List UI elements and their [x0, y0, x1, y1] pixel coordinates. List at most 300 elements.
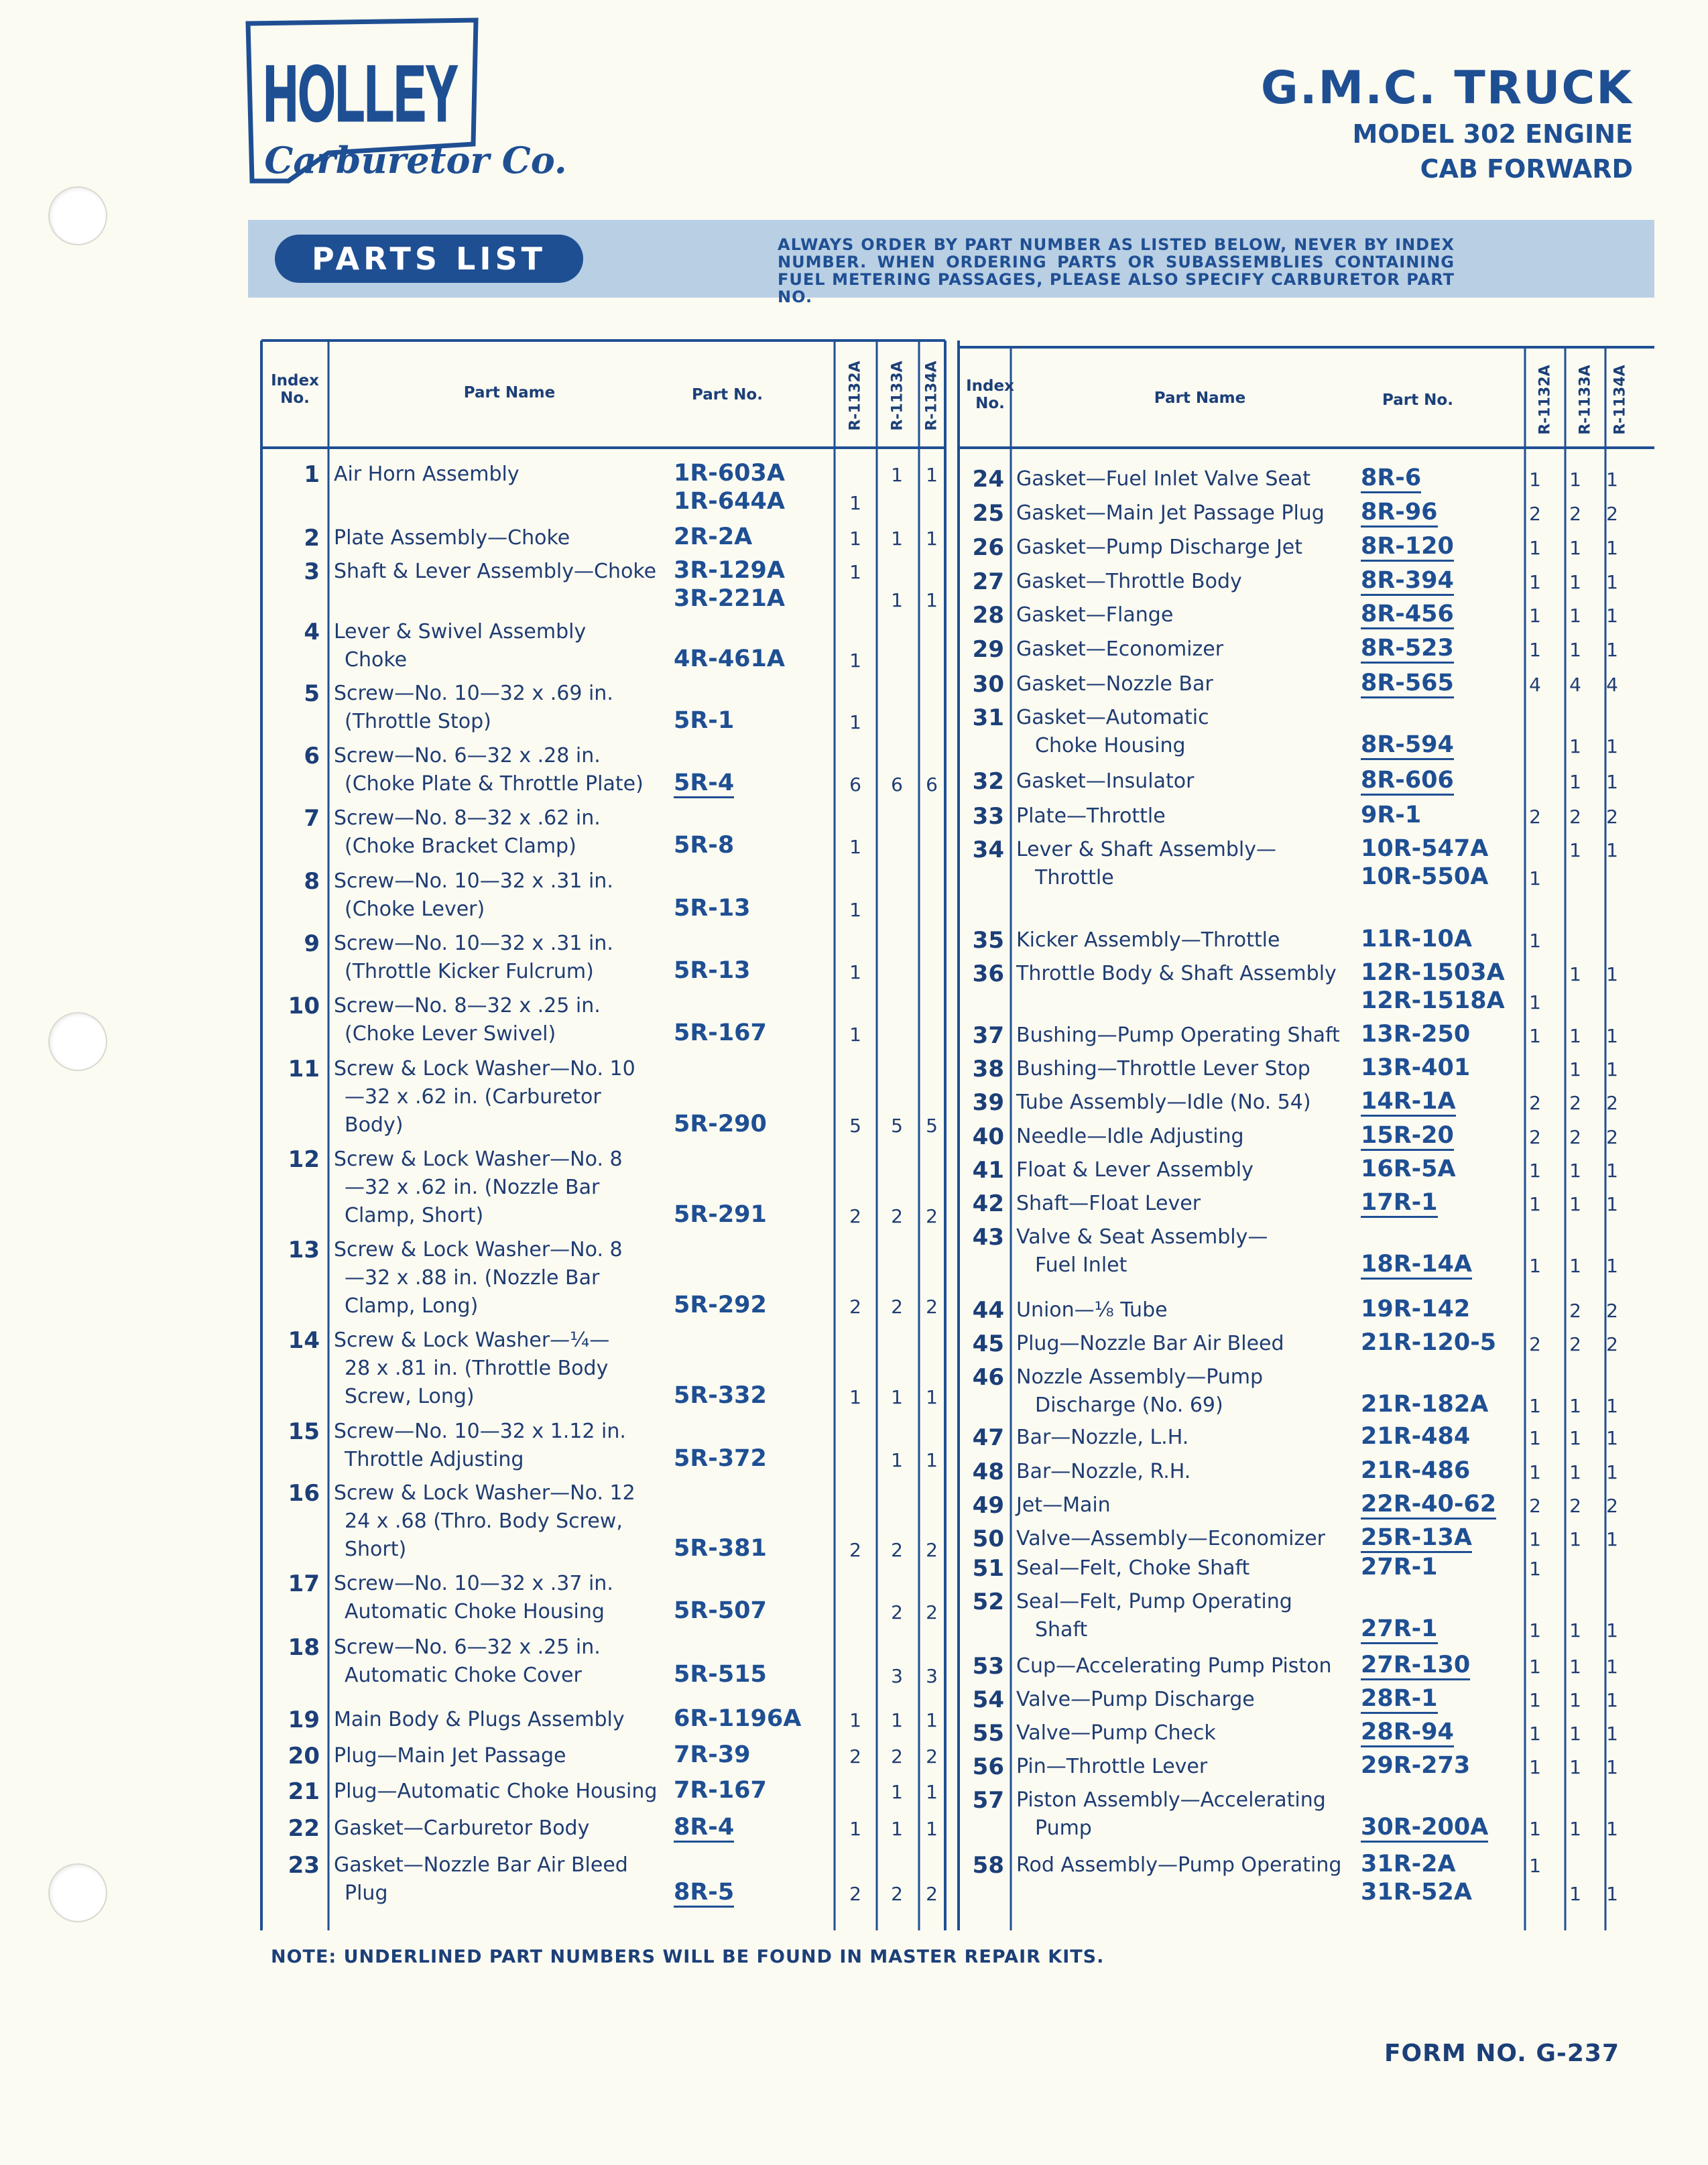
quantity-cell: 2	[926, 1883, 938, 1905]
quantity-cell: 3	[891, 1665, 903, 1687]
part-number: 21R-486	[1361, 1457, 1471, 1484]
index-number: 13	[288, 1237, 320, 1263]
part-name: Screw—No. 10—32 x .37 in.	[334, 1572, 613, 1595]
quantity-cell: 1	[1606, 1689, 1618, 1711]
part-number: 9R-1	[1361, 802, 1422, 828]
quantity-cell: 2	[849, 1539, 861, 1561]
part-name: Gasket—Automatic	[1016, 706, 1209, 729]
quantity-cell: 1	[849, 836, 861, 858]
quantity-cell: 2	[891, 1205, 903, 1227]
model-header-r1134a: R-1134A	[1611, 365, 1629, 435]
part-name: Screw & Lock Washer—¼—	[334, 1328, 610, 1352]
quantity-cell: 6	[849, 774, 861, 796]
part-name: Throttle Body & Shaft Assembly	[1016, 962, 1337, 985]
quantity-cell: 1	[1606, 1058, 1618, 1080]
index-header: Index No.	[271, 372, 319, 407]
part-name: Bar—Nozzle, R.H.	[1016, 1460, 1191, 1483]
quantity-cell: 1	[1606, 639, 1618, 661]
quantity-cell: 2	[926, 1745, 938, 1768]
quantity-cell: 1	[1529, 1855, 1541, 1877]
quantity-cell: 1	[1529, 930, 1541, 952]
part-name: Kicker Assembly—Throttle	[1016, 928, 1280, 952]
part-number: 17R-1	[1361, 1189, 1438, 1218]
part-name: (Throttle Kicker Fulcrum)	[345, 960, 594, 983]
quantity-cell: 1	[849, 528, 861, 550]
part-name: Screw—No. 6—32 x .25 in.	[334, 1635, 601, 1659]
index-number: 58	[972, 1852, 1004, 1879]
part-name-header: Part Name	[1154, 389, 1246, 407]
index-number: 44	[972, 1297, 1004, 1324]
quantity-cell: 2	[891, 1539, 903, 1561]
page-title: G.M.C. TRUCK	[1260, 62, 1633, 115]
quantity-cell: 2	[1606, 1333, 1618, 1355]
index-number: 34	[972, 837, 1004, 863]
index-number: 1	[304, 461, 320, 488]
part-number: 19R-142	[1361, 1296, 1471, 1322]
quantity-cell: 1	[1606, 1395, 1618, 1417]
index-number: 27	[972, 568, 1004, 595]
quantity-cell: 1	[926, 1781, 938, 1803]
quantity-cell: 2	[1569, 1333, 1581, 1355]
index-number: 33	[972, 803, 1004, 830]
quantity-cell: 1	[1529, 1619, 1541, 1642]
model-header-r1133a: R-1133A	[889, 361, 906, 431]
part-name: Gasket—Insulator	[1016, 769, 1195, 793]
part-number: 28R-1	[1361, 1685, 1438, 1714]
part-number: 5R-381	[674, 1535, 767, 1562]
index-number: 29	[972, 636, 1004, 663]
part-name: Screw—No. 10—32 x .31 in.	[334, 932, 613, 955]
index-number: 17	[288, 1570, 320, 1597]
index-number: 30	[972, 671, 1004, 698]
index-number: 22	[288, 1815, 320, 1842]
quantity-cell: 1	[1606, 1160, 1618, 1182]
part-number: 8R-120	[1361, 533, 1454, 562]
index-number: 37	[972, 1022, 1004, 1049]
quantity-cell: 1	[849, 1709, 861, 1731]
quantity-cell: 1	[1606, 839, 1618, 861]
quantity-cell: 2	[1569, 806, 1581, 828]
quantity-cell: 1	[1529, 1193, 1541, 1215]
quantity-cell: 2	[1569, 1126, 1581, 1148]
index-number: 2	[304, 525, 320, 552]
part-name: Tube Assembly—Idle (No. 54)	[1016, 1091, 1311, 1114]
index-number: 18	[288, 1634, 320, 1661]
quantity-cell: 1	[926, 528, 938, 550]
part-number: 8R-5	[674, 1879, 734, 1908]
quantity-cell: 1	[891, 528, 903, 550]
part-number: 5R-372	[674, 1445, 767, 1472]
index-number: 32	[972, 768, 1004, 795]
index-number: 51	[972, 1555, 1004, 1582]
logo-script: Carburetor Co.	[264, 139, 567, 182]
index-number: 25	[972, 500, 1004, 527]
index-number: 20	[288, 1743, 320, 1770]
part-name: Throttle Adjusting	[345, 1448, 524, 1471]
model-header-r1132a: R-1132A	[1536, 365, 1554, 435]
part-number: 5R-507	[674, 1597, 767, 1624]
part-name: (Choke Plate & Throttle Plate)	[345, 772, 644, 796]
part-name: Automatic Choke Cover	[345, 1664, 582, 1687]
part-name: Fuel Inlet	[1035, 1253, 1127, 1277]
quantity-cell: 1	[926, 1449, 938, 1471]
quantity-cell: 1	[1606, 1025, 1618, 1047]
part-name: 24 x .68 (Thro. Body Screw,	[345, 1509, 623, 1533]
part-name: Bar—Nozzle, L.H.	[1016, 1426, 1189, 1449]
part-number: 5R-1	[674, 707, 735, 734]
quantity-cell: 2	[926, 1539, 938, 1561]
index-number: 19	[288, 1707, 320, 1733]
model-subtitle: MODEL 302 ENGINE	[1352, 119, 1633, 149]
part-number: 6R-1196A	[674, 1705, 802, 1732]
part-name: Valve & Seat Assembly—	[1016, 1225, 1268, 1249]
quantity-cell: 2	[1606, 1092, 1618, 1114]
part-name: Screw—No. 8—32 x .62 in.	[334, 806, 601, 830]
part-name: Lever & Swivel Assembly	[334, 620, 587, 643]
quantity-cell: 2	[1529, 1126, 1541, 1148]
quantity-cell: 1	[891, 1818, 903, 1840]
part-name: Valve—Pump Discharge	[1016, 1688, 1255, 1711]
quantity-cell: 1	[1529, 469, 1541, 491]
quantity-cell: 1	[849, 650, 861, 672]
index-number: 14	[288, 1327, 320, 1354]
index-number: 42	[972, 1190, 1004, 1217]
quantity-cell: 1	[891, 1386, 903, 1408]
quantity-cell: 1	[1569, 537, 1581, 559]
quantity-cell: 1	[1569, 639, 1581, 661]
part-number: 21R-120-5	[1361, 1329, 1497, 1356]
quantity-cell: 2	[1606, 806, 1618, 828]
quantity-cell: 1	[1606, 1723, 1618, 1745]
ordering-instructions: ALWAYS ORDER BY PART NUMBER AS LISTED BELOW, NEVER BY INDEX NUMBER. WHEN ORDERING PARTS OR SUBASSEMBLIES CONTAINING FUEL METERING PASSAGES, PLEASE ALSO SPECIFY CARBURETOR PART NO.	[778, 235, 1455, 306]
quantity-cell: 1	[849, 1386, 861, 1408]
part-name: Automatic Choke Housing	[345, 1600, 605, 1623]
index-number: 15	[288, 1418, 320, 1445]
form-number: FORM NO. G-237	[1384, 2040, 1620, 2067]
quantity-cell: 1	[1606, 1255, 1618, 1277]
part-number: 8R-606	[1361, 767, 1454, 796]
quantity-cell: 2	[1529, 503, 1541, 525]
part-name: —32 x .62 in. (Nozzle Bar	[345, 1176, 600, 1199]
quantity-cell: 1	[1529, 1427, 1541, 1449]
quantity-cell: 2	[1529, 1495, 1541, 1517]
quantity-cell: 1	[1606, 469, 1618, 491]
part-number: 7R-167	[674, 1777, 767, 1804]
quantity-cell: 4	[1569, 674, 1581, 696]
part-number: 27R-130	[1361, 1652, 1470, 1680]
part-name: 28 x .81 in. (Throttle Body	[345, 1357, 609, 1380]
index-number: 38	[972, 1056, 1004, 1082]
quantity-cell: 1	[1606, 1619, 1618, 1642]
quantity-cell: 1	[1529, 1689, 1541, 1711]
part-name-header: Part Name	[463, 384, 556, 401]
part-name: Discharge (No. 69)	[1035, 1394, 1223, 1417]
index-number: 24	[972, 466, 1004, 493]
index-number: 3	[304, 558, 320, 585]
part-name: Gasket—Nozzle Bar	[1016, 672, 1213, 696]
quantity-cell: 1	[926, 1818, 938, 1840]
index-number: 57	[972, 1787, 1004, 1814]
part-name: Plate Assembly—Choke	[334, 526, 570, 550]
part-name: Seal—Felt, Pump Operating	[1016, 1590, 1292, 1613]
quantity-cell: 1	[1569, 1883, 1581, 1905]
part-name: Shaft & Lever Assembly—Choke	[334, 560, 657, 583]
quantity-cell: 1	[891, 589, 903, 611]
quantity-cell: 2	[891, 1745, 903, 1768]
part-name: Shaft	[1035, 1618, 1088, 1642]
quantity-cell: 1	[1529, 1528, 1541, 1550]
quantity-cell: 1	[1529, 1461, 1541, 1483]
quantity-cell: 1	[1606, 1528, 1618, 1550]
index-number: 45	[972, 1331, 1004, 1357]
part-number: 5R-290	[674, 1111, 767, 1137]
part-name: Union—⅛ Tube	[1016, 1298, 1168, 1322]
part-name: Seal—Felt, Choke Shaft	[1016, 1556, 1250, 1580]
part-name: Plug—Automatic Choke Housing	[334, 1780, 658, 1803]
part-name: Throttle	[1035, 866, 1114, 889]
quantity-cell: 1	[1606, 537, 1618, 559]
part-name: Clamp, Short)	[345, 1204, 484, 1227]
index-number: 35	[972, 927, 1004, 954]
part-name: Needle—Idle Adjusting	[1016, 1125, 1244, 1148]
part-name: Plate—Throttle	[1016, 804, 1166, 828]
quantity-cell: 2	[926, 1296, 938, 1318]
part-number: 5R-332	[674, 1382, 767, 1409]
part-name: Gasket—Economizer	[1016, 637, 1224, 661]
part-number: 29R-273	[1361, 1752, 1471, 1779]
part-name: Screw—No. 10—32 x .31 in.	[334, 869, 613, 893]
index-number: 7	[304, 805, 320, 832]
quantity-cell: 1	[1606, 1883, 1618, 1905]
quantity-cell: 1	[1569, 1689, 1581, 1711]
quantity-cell: 1	[1569, 1756, 1581, 1778]
index-number: 11	[288, 1056, 320, 1082]
index-number: 54	[972, 1686, 1004, 1713]
part-number: 18R-14A	[1361, 1251, 1472, 1280]
quantity-cell: 2	[1569, 1300, 1581, 1322]
part-name: Valve—Pump Check	[1016, 1721, 1216, 1745]
kit-note: NOTE: UNDERLINED PART NUMBERS WILL BE FOUND IN MASTER REPAIR KITS.	[271, 1946, 1105, 1967]
part-number: 12R-1518A	[1361, 987, 1505, 1014]
quantity-cell: 2	[1529, 1092, 1541, 1114]
index-number: 46	[972, 1364, 1004, 1391]
quantity-cell: 1	[1569, 1427, 1581, 1449]
part-name: Screw & Lock Washer—No. 12	[334, 1481, 635, 1505]
quantity-cell: 1	[1569, 571, 1581, 593]
part-number: 5R-8	[674, 832, 735, 859]
quantity-cell: 1	[1569, 771, 1581, 793]
quantity-cell: 2	[926, 1601, 938, 1623]
quantity-cell: 1	[1569, 735, 1581, 757]
part-number: 10R-550A	[1361, 863, 1489, 890]
quantity-cell: 1	[891, 1709, 903, 1731]
part-name: Pump	[1035, 1816, 1092, 1840]
part-number: 8R-523	[1361, 635, 1454, 664]
quantity-cell: 1	[1606, 1461, 1618, 1483]
part-number: 21R-182A	[1361, 1391, 1489, 1418]
quantity-cell: 1	[1529, 1255, 1541, 1277]
part-name: Plug	[345, 1881, 388, 1905]
quantity-cell: 5	[849, 1115, 861, 1137]
part-name: Pin—Throttle Lever	[1016, 1755, 1208, 1778]
part-name: Gasket—Carburetor Body	[334, 1816, 590, 1840]
part-number: 28R-94	[1361, 1719, 1454, 1747]
quantity-cell: 1	[1569, 1619, 1581, 1642]
quantity-cell: 2	[891, 1601, 903, 1623]
part-name: Choke Housing	[1035, 734, 1186, 757]
index-header: Index No.	[966, 377, 1014, 412]
part-number: 31R-52A	[1361, 1879, 1472, 1906]
part-name: Shaft—Float Lever	[1016, 1192, 1201, 1215]
part-number: 5R-291	[674, 1201, 767, 1228]
part-no-header: Part No.	[692, 386, 763, 404]
index-number: 36	[972, 961, 1004, 987]
quantity-cell: 2	[891, 1296, 903, 1318]
part-no-header: Part No.	[1382, 391, 1453, 409]
quantity-cell: 1	[1606, 1656, 1618, 1678]
part-number: 8R-565	[1361, 670, 1454, 698]
part-name: Plug—Main Jet Passage	[334, 1744, 566, 1768]
part-name: Gasket—Pump Discharge Jet	[1016, 536, 1303, 559]
quantity-cell: 1	[1569, 1193, 1581, 1215]
index-number: 47	[972, 1424, 1004, 1451]
quantity-cell: 1	[1569, 1723, 1581, 1745]
index-number: 41	[972, 1157, 1004, 1184]
quantity-cell: 1	[1529, 1160, 1541, 1182]
quantity-cell: 3	[926, 1665, 938, 1687]
quantity-cell: 1	[1606, 605, 1618, 627]
part-number: 3R-221A	[674, 585, 785, 612]
quantity-cell: 1	[1569, 1656, 1581, 1678]
parts-list-label: PARTS LIST	[275, 235, 583, 283]
part-number: 27R-1	[1361, 1554, 1438, 1581]
index-number: 39	[972, 1089, 1004, 1116]
quantity-cell: 1	[1529, 1395, 1541, 1417]
quantity-cell: 1	[1606, 1818, 1618, 1840]
part-name: Bushing—Pump Operating Shaft	[1016, 1024, 1340, 1047]
part-name: Cup—Accelerating Pump Piston	[1016, 1654, 1332, 1678]
quantity-cell: 1	[849, 961, 861, 983]
index-number: 53	[972, 1653, 1004, 1680]
model-header-r1132a: R-1132A	[847, 361, 864, 431]
quantity-cell: 1	[926, 589, 938, 611]
quantity-cell: 5	[926, 1115, 938, 1137]
quantity-cell: 2	[1569, 1092, 1581, 1114]
part-name: Plug—Nozzle Bar Air Bleed	[1016, 1332, 1284, 1355]
part-name: (Choke Lever)	[345, 898, 485, 921]
quantity-cell: 1	[849, 492, 861, 514]
part-name: Rod Assembly—Pump Operating	[1016, 1853, 1342, 1877]
part-number: 22R-40-62	[1361, 1491, 1496, 1520]
quantity-cell: 1	[849, 1818, 861, 1840]
quantity-cell: 1	[1569, 469, 1581, 491]
quantity-cell: 1	[849, 1024, 861, 1046]
part-number: 5R-13	[674, 895, 751, 922]
quantity-cell: 1	[1529, 639, 1541, 661]
part-number: 25R-13A	[1361, 1524, 1472, 1553]
quantity-cell: 5	[891, 1115, 903, 1137]
quantity-cell: 1	[1569, 605, 1581, 627]
part-name: Valve—Assembly—Economizer	[1016, 1527, 1325, 1550]
part-name: Bushing—Throttle Lever Stop	[1016, 1057, 1310, 1080]
quantity-cell: 1	[1569, 1255, 1581, 1277]
quantity-cell: 1	[1529, 1818, 1541, 1840]
quantity-cell: 1	[1606, 1193, 1618, 1215]
quantity-cell: 1	[1569, 1160, 1581, 1182]
part-number: 1R-603A	[674, 460, 785, 487]
quantity-cell: 1	[926, 464, 938, 486]
quantity-cell: 1	[1569, 1461, 1581, 1483]
index-number: 8	[304, 868, 320, 895]
part-number: 27R-1	[1361, 1615, 1438, 1644]
part-number: 5R-167	[674, 1019, 767, 1046]
part-number: 5R-4	[674, 769, 734, 798]
part-number: 21R-484	[1361, 1423, 1471, 1450]
part-number: 2R-2A	[674, 523, 753, 550]
part-name: Short)	[345, 1538, 407, 1561]
logo-wordmark: HOLLEY	[263, 50, 458, 138]
quantity-cell: 4	[1529, 674, 1541, 696]
part-name: Float & Lever Assembly	[1016, 1158, 1254, 1182]
index-number: 55	[972, 1720, 1004, 1747]
part-name: Gasket—Fuel Inlet Valve Seat	[1016, 467, 1310, 491]
quantity-cell: 1	[849, 899, 861, 921]
quantity-cell: 1	[1606, 571, 1618, 593]
part-number: 15R-20	[1361, 1122, 1454, 1151]
quantity-cell: 1	[1529, 1025, 1541, 1047]
quantity-cell: 1	[1606, 963, 1618, 985]
part-name: —32 x .62 in. (Carburetor	[345, 1085, 601, 1109]
part-name: Screw—No. 8—32 x .25 in.	[334, 994, 601, 1017]
cab-subtitle: CAB FORWARD	[1420, 154, 1633, 184]
quantity-cell: 2	[891, 1883, 903, 1905]
index-number: 6	[304, 743, 320, 769]
quantity-cell: 4	[1606, 674, 1618, 696]
quantity-cell: 2	[926, 1205, 938, 1227]
part-name: Choke	[345, 648, 408, 672]
quantity-cell: 1	[1569, 963, 1581, 985]
part-name: Clamp, Long)	[345, 1294, 479, 1318]
part-name: Jet—Main	[1016, 1493, 1111, 1517]
part-name: Screw—No. 6—32 x .28 in.	[334, 744, 601, 767]
part-name: —32 x .88 in. (Nozzle Bar	[345, 1266, 600, 1290]
quantity-cell: 1	[1529, 571, 1541, 593]
part-name: Screw & Lock Washer—No. 8	[334, 1238, 623, 1261]
quantity-cell: 2	[849, 1745, 861, 1768]
part-name: Screw—No. 10—32 x .69 in.	[334, 682, 613, 705]
index-number: 26	[972, 534, 1004, 561]
quantity-cell: 1	[1529, 991, 1541, 1013]
quantity-cell: 2	[849, 1296, 861, 1318]
part-number: 16R-5A	[1361, 1156, 1456, 1182]
quantity-cell: 1	[1606, 1756, 1618, 1778]
index-number: 40	[972, 1123, 1004, 1150]
index-number: 10	[288, 993, 320, 1019]
part-name: Nozzle Assembly—Pump	[1016, 1365, 1264, 1389]
quantity-cell: 2	[1606, 1300, 1618, 1322]
index-number: 31	[972, 704, 1004, 731]
quantity-cell: 1	[1529, 537, 1541, 559]
quantity-cell: 1	[891, 464, 903, 486]
index-number: 4	[304, 619, 320, 645]
part-number: 8R-456	[1361, 601, 1454, 629]
quantity-cell: 1	[1529, 1656, 1541, 1678]
part-name: Gasket—Flange	[1016, 603, 1174, 627]
quantity-cell: 1	[891, 1449, 903, 1471]
part-number: 4R-461A	[674, 645, 785, 672]
part-name: Body)	[345, 1113, 404, 1137]
part-number: 3R-129A	[674, 557, 785, 584]
